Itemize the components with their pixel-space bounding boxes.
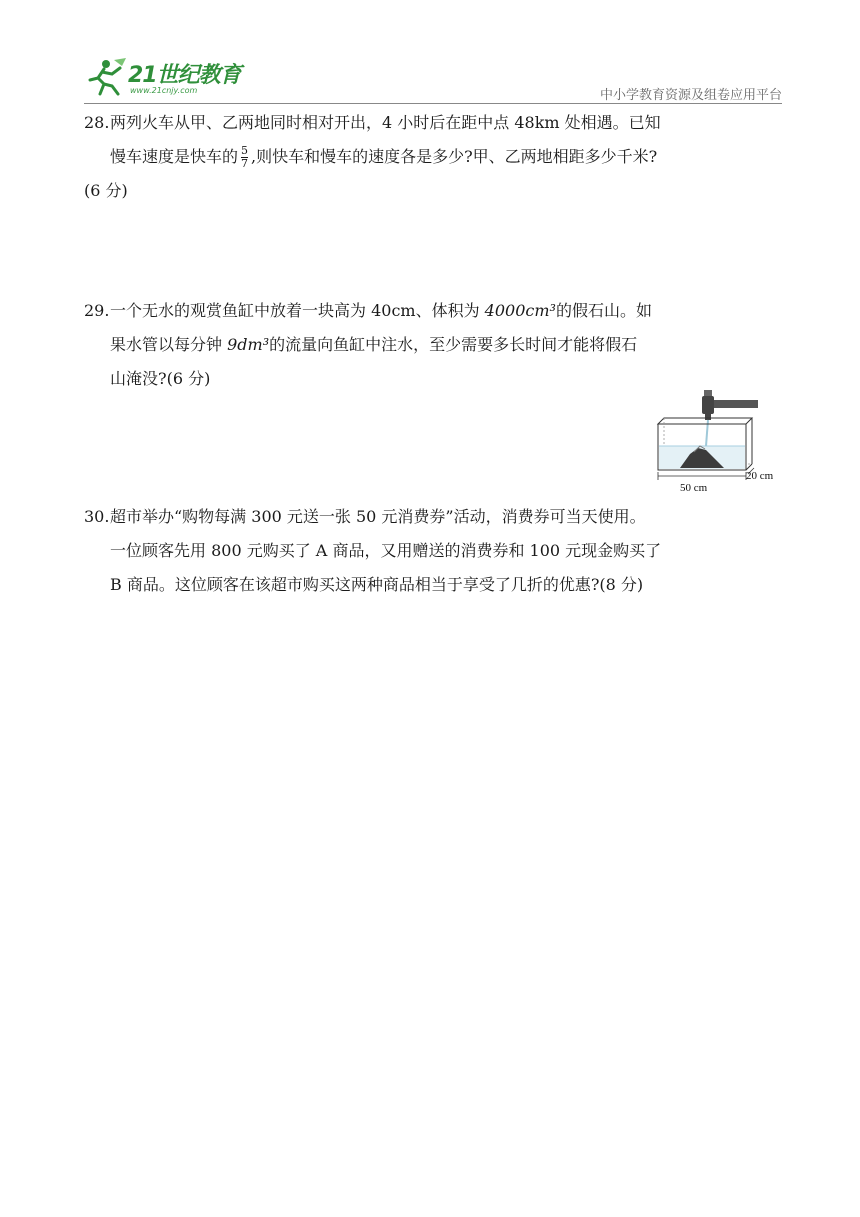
depth-label: 20 cm — [746, 470, 774, 482]
runner-logo-icon — [84, 56, 128, 96]
question-line: 两列火车从甲、乙两地同时相对开出，4 小时后在距中点 48km 处相遇。已知 — [110, 113, 661, 132]
logo-url: www.21cnjy.com — [130, 86, 198, 95]
page-header — [84, 56, 782, 106]
question-text: 的假石山。如 — [555, 301, 652, 320]
question-text: 慢车速度是快车的 — [110, 147, 239, 166]
question-text: 的流量向鱼缸中注水，至少需要多长时间才能将假石 — [269, 335, 638, 354]
question-30 — [84, 500, 784, 602]
question-line: 超市举办“购物每满 300 元送一张 50 元消费券”活动，消费券可当天使用。 — [110, 507, 646, 526]
question-number: 30. — [84, 507, 110, 526]
question-line — [110, 328, 784, 362]
fraction-numerator: 5 — [241, 144, 249, 157]
math-volume: 4000cm³ — [484, 301, 556, 320]
question-line: 山淹没?(6 分) — [110, 369, 211, 388]
logo — [84, 56, 284, 100]
question-line — [110, 294, 784, 328]
logo-text: 21世纪教育 — [128, 63, 241, 88]
question-28 — [84, 106, 784, 208]
site-name: 中小学教育资源及组卷应用平台 — [599, 88, 782, 103]
fraction — [241, 145, 248, 170]
fraction-denominator: 7 — [241, 157, 249, 170]
header-divider — [84, 103, 782, 104]
width-label: 50 cm — [680, 482, 708, 494]
question-29 — [84, 294, 784, 396]
question-line: 一位顾客先用 800 元购买了 A 商品，又用赠送的消费券和 100 元现金购买了 — [110, 541, 662, 560]
math-flow: 9dm³ — [227, 335, 270, 354]
question-text: 一个无水的观赏鱼缸中放着一块高为 40cm、体积为 — [110, 301, 485, 320]
question-line — [110, 140, 784, 174]
question-text: 果水管以每分钟 — [110, 335, 228, 354]
question-number: 28. — [84, 113, 110, 132]
question-text: ,则快车和慢车的速度各是多少?甲、乙两地相距多少千米? — [251, 147, 658, 166]
question-score: (6 分) — [84, 181, 128, 200]
question-line: B 商品。这位顾客在该超市购买这两种商品相当于享受了几折的优惠?(8 分) — [110, 575, 644, 594]
fish-tank-figure — [650, 388, 782, 498]
question-number: 29. — [84, 301, 110, 320]
